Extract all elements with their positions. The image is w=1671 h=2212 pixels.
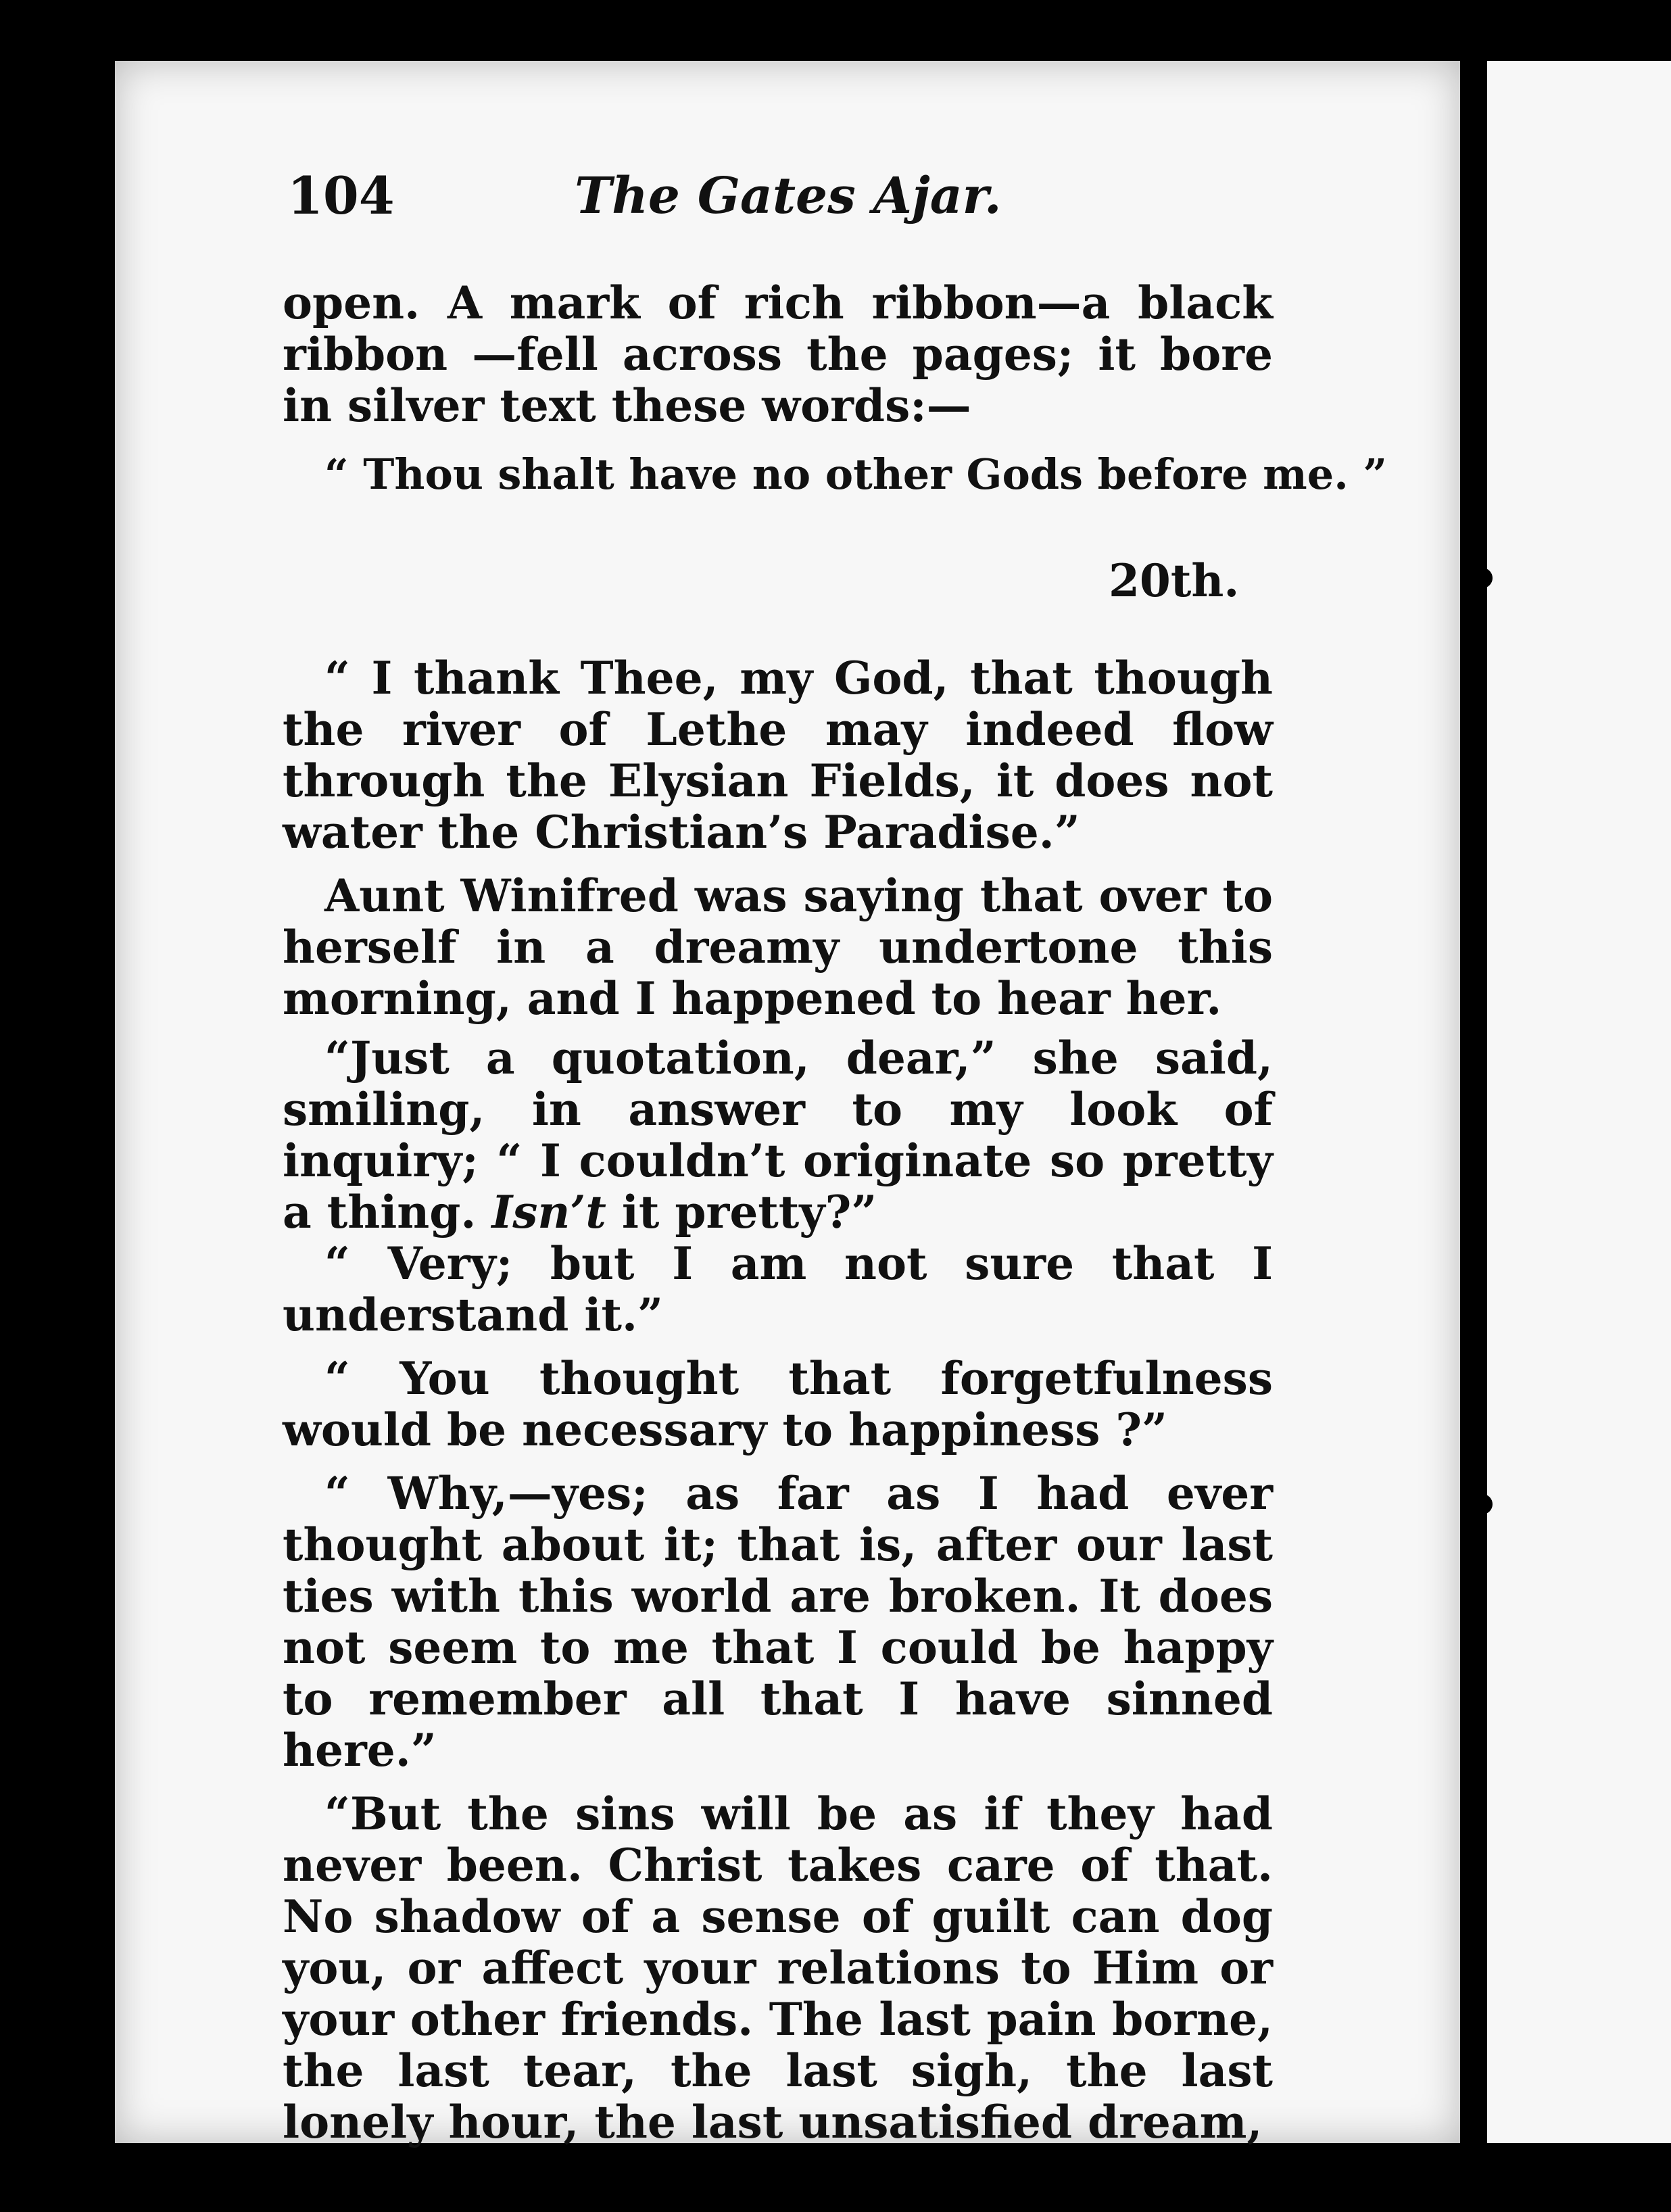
- page-header: [287, 166, 1288, 226]
- running-title: The Gates Ajar.: [575, 167, 1002, 225]
- binding-mark: [1472, 1494, 1493, 1514]
- emphasis-text: Isn’t: [491, 1186, 606, 1239]
- epigraph: “ Thou shalt have no other Gods before me. ”: [324, 450, 1388, 499]
- paragraph: “ You thought that forgetfulness would be necessary to happiness ?”: [283, 1352, 1273, 1456]
- facing-page-edge: [1487, 61, 1671, 2143]
- binding-mark: [1472, 568, 1493, 588]
- paragraph-text: it pretty?”: [621, 1186, 877, 1239]
- paragraph: “ Why,—yes; as far as I had ever thought about it; that is, after our last ties with this world are broken. It does not seem to me that I could be happy to remember all that I have sinned here.”: [283, 1467, 1273, 1777]
- quote-paragraph: “ I thank Thee, my God, that though the river of Lethe may indeed flow through the Elysian Fields, it does not water the Christian’s Paradise.”: [283, 652, 1273, 859]
- opening-paragraph: [283, 277, 1273, 431]
- page-number: 104: [287, 166, 395, 226]
- dateline: 20th.: [1109, 554, 1240, 607]
- gutter-line: [1477, 61, 1486, 2143]
- body-text: [283, 652, 1273, 2148]
- paragraph: [283, 1032, 1273, 1238]
- opening-text: open. A mark of rich ribbon—a black ribbon —fell across the pages; it bore in silver text these words:—: [283, 276, 1273, 432]
- paragraph-text: “Just a quotation, dear,” she said, smiling, in answer to my look of inquiry; “ I couldn’t originate so pretty a thing.: [283, 1032, 1273, 1239]
- paragraph: “ Very; but I am not sure that I understand it.”: [283, 1237, 1273, 1341]
- paragraph: Aunt Winifred was saying that over to herself in a dreamy undertone this morning, and I happened to hear her.: [283, 869, 1273, 1025]
- paragraph: “But the sins will be as if they had never been. Christ takes care of that. No shadow of a sense of guilt can dog you, or affect your relations to Him or your other friends. The last pain borne, the last tear, the last sigh, the last lonely hour, the last unsatisfied dream,: [283, 1787, 1273, 2148]
